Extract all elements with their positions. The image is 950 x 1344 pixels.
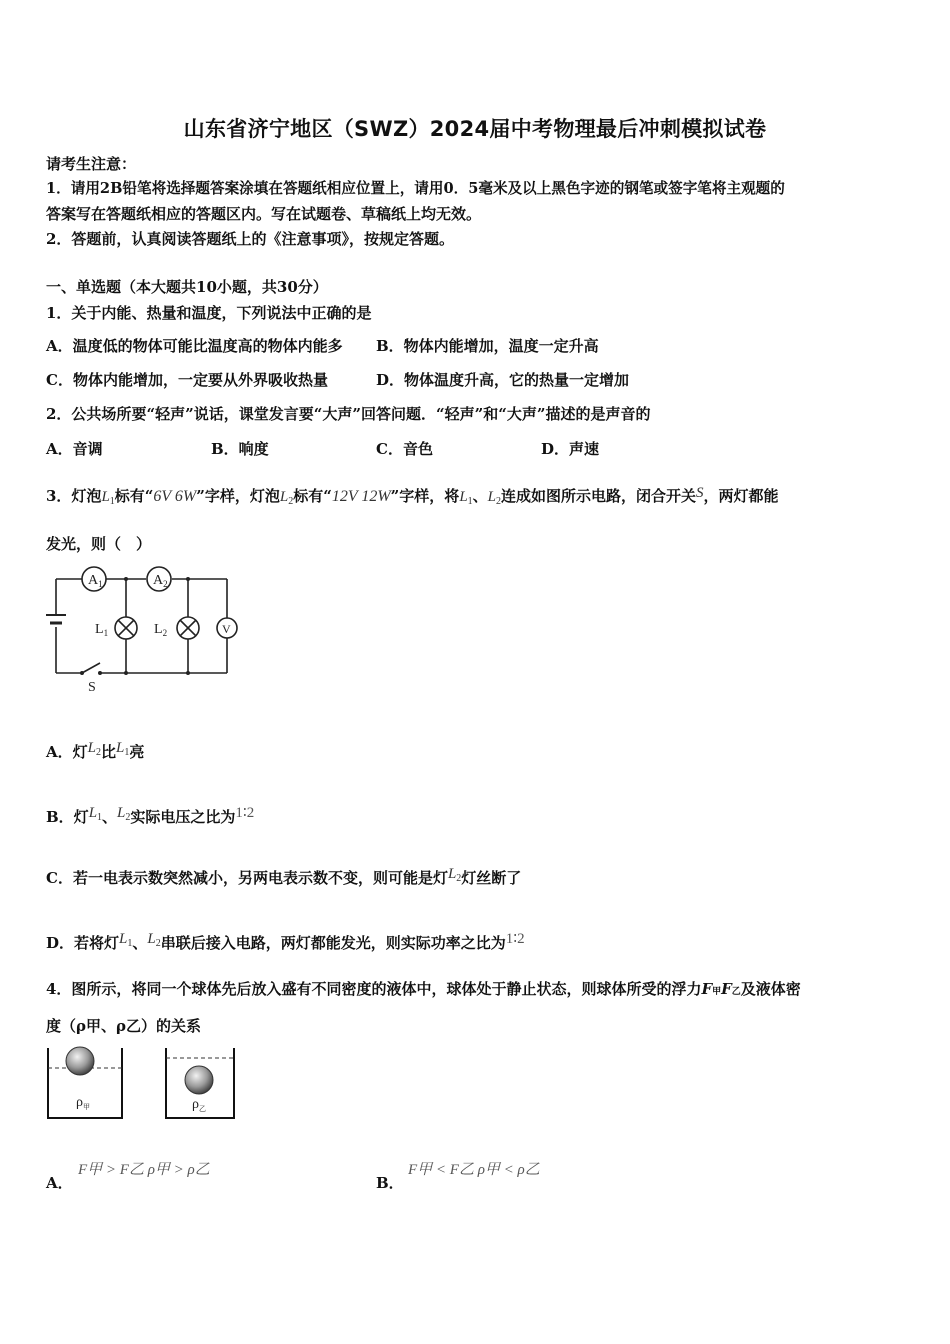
notice-line-3: 2．答题前，认真阅读答题纸上的《注意事项》，按规定答题。 <box>46 230 454 248</box>
q1-option-c: C．物体内能增加，一定要从外界吸收热量 <box>46 371 328 389</box>
q3-option-d: D．若将灯$L_1$、$L_2$串联后接入电路，两灯都能发光，则实际功率之比为1∶2 <box>46 931 525 952</box>
symbol-l2: $L_2$ <box>279 489 294 507</box>
svg-text:V: V <box>222 622 231 636</box>
q4-option-a-expr: F甲 > F乙 ρ甲 > ρ乙 <box>78 1162 210 1178</box>
beaker-jia <box>48 1047 122 1118</box>
svg-text:L1: $L_1$ <box>95 622 109 638</box>
section-heading: 一、单选题（本大题共10小题，共30分） <box>46 278 328 296</box>
beakers-figure <box>44 1042 244 1122</box>
rating-l1: 6V 6W <box>153 488 197 505</box>
q3-option-b: B．灯$L_1$、$L_2$实际电压之比为1∶2 <box>46 805 255 826</box>
q4-option-a-label: A． <box>46 1174 73 1192</box>
q4-option-b-label: B． <box>376 1174 404 1192</box>
q1-option-b: B．物体内能增加，温度一定升高 <box>376 337 599 355</box>
q3-stem-line-2: 发光，则（ ） <box>46 535 152 553</box>
svg-text:A1: $A_1$ <box>88 573 103 589</box>
circuit-diagram <box>44 563 244 695</box>
q2-option-b: B．响度 <box>211 440 269 458</box>
q2-stem: 2．公共场所要“轻声”说话，课堂发言要“大声”回答问题．“轻声”和“大声”描述的是声音的 <box>46 405 651 423</box>
notice-line-1: 1．请用2B铅笔将选择题答案涂填在答题纸相应位置上，请用0．5毫米及以上黑色字迹的钢笔或签字笔将主观题的 <box>46 180 785 197</box>
q1-option-d: D．物体温度升高，它的热量一定增加 <box>376 371 630 389</box>
page-title: 山东省济宁地区（SWZ）2024届中考物理最后冲刺模拟试卷 <box>183 117 767 141</box>
q4-option-b-expr: F甲 < F乙 ρ甲 < ρ乙 <box>408 1162 540 1178</box>
symbol-s: S <box>696 485 704 501</box>
q1-option-a: A．温度低的物体可能比温度高的物体内能多 <box>46 337 343 355</box>
q4-stem-line-2: 度（ρ甲、ρ乙）的关系 <box>46 1017 201 1035</box>
notice-line-2: 答案写在答题纸相应的答题区内。写在试题卷、草稿纸上均无效。 <box>46 205 482 223</box>
svg-text:ρ甲: $\rho_甲$ <box>76 1095 90 1111</box>
q3-option-a: A．灯$L_2$比$L_1$亮 <box>46 740 145 761</box>
q1-stem: 1．关于内能、热量和温度，下列说法中正确的是 <box>46 304 372 322</box>
q2-option-d: D．声速 <box>541 440 600 458</box>
svg-text:ρ乙: $\rho_乙$ <box>192 1097 206 1113</box>
notice-heading: 请考生注意： <box>46 155 137 173</box>
svg-text:S: S <box>88 680 96 695</box>
q4-stem-line-1: 4．图所示，将同一个球体先后放入盛有不同密度的液体中，球体处于静止状态，则球体所受的浮力F甲F乙及液体密 <box>46 980 801 998</box>
q2-option-c: C．音色 <box>376 440 433 458</box>
svg-text:A2: $A_2$ <box>153 573 168 589</box>
rating-l2: 12V 12W <box>331 488 391 505</box>
svg-text:L2: $L_2$ <box>154 622 168 638</box>
q3-option-c: C．若一电表示数突然减小，另两电表示数不变，则可能是灯$L_2$灯丝断了 <box>46 866 522 887</box>
q3-stem-line-1: 3．灯泡$L_1$标有“6V 6W”字样，灯泡$L_2$标有“12V 12W”字样，将$L_1$、$L_2$连成如图所示电路，闭合开关S，两灯都能 <box>46 485 779 507</box>
beaker-yi <box>166 1048 234 1118</box>
q2-option-a: A．音调 <box>46 440 103 458</box>
symbol-l1: $L_1$ <box>101 489 115 507</box>
